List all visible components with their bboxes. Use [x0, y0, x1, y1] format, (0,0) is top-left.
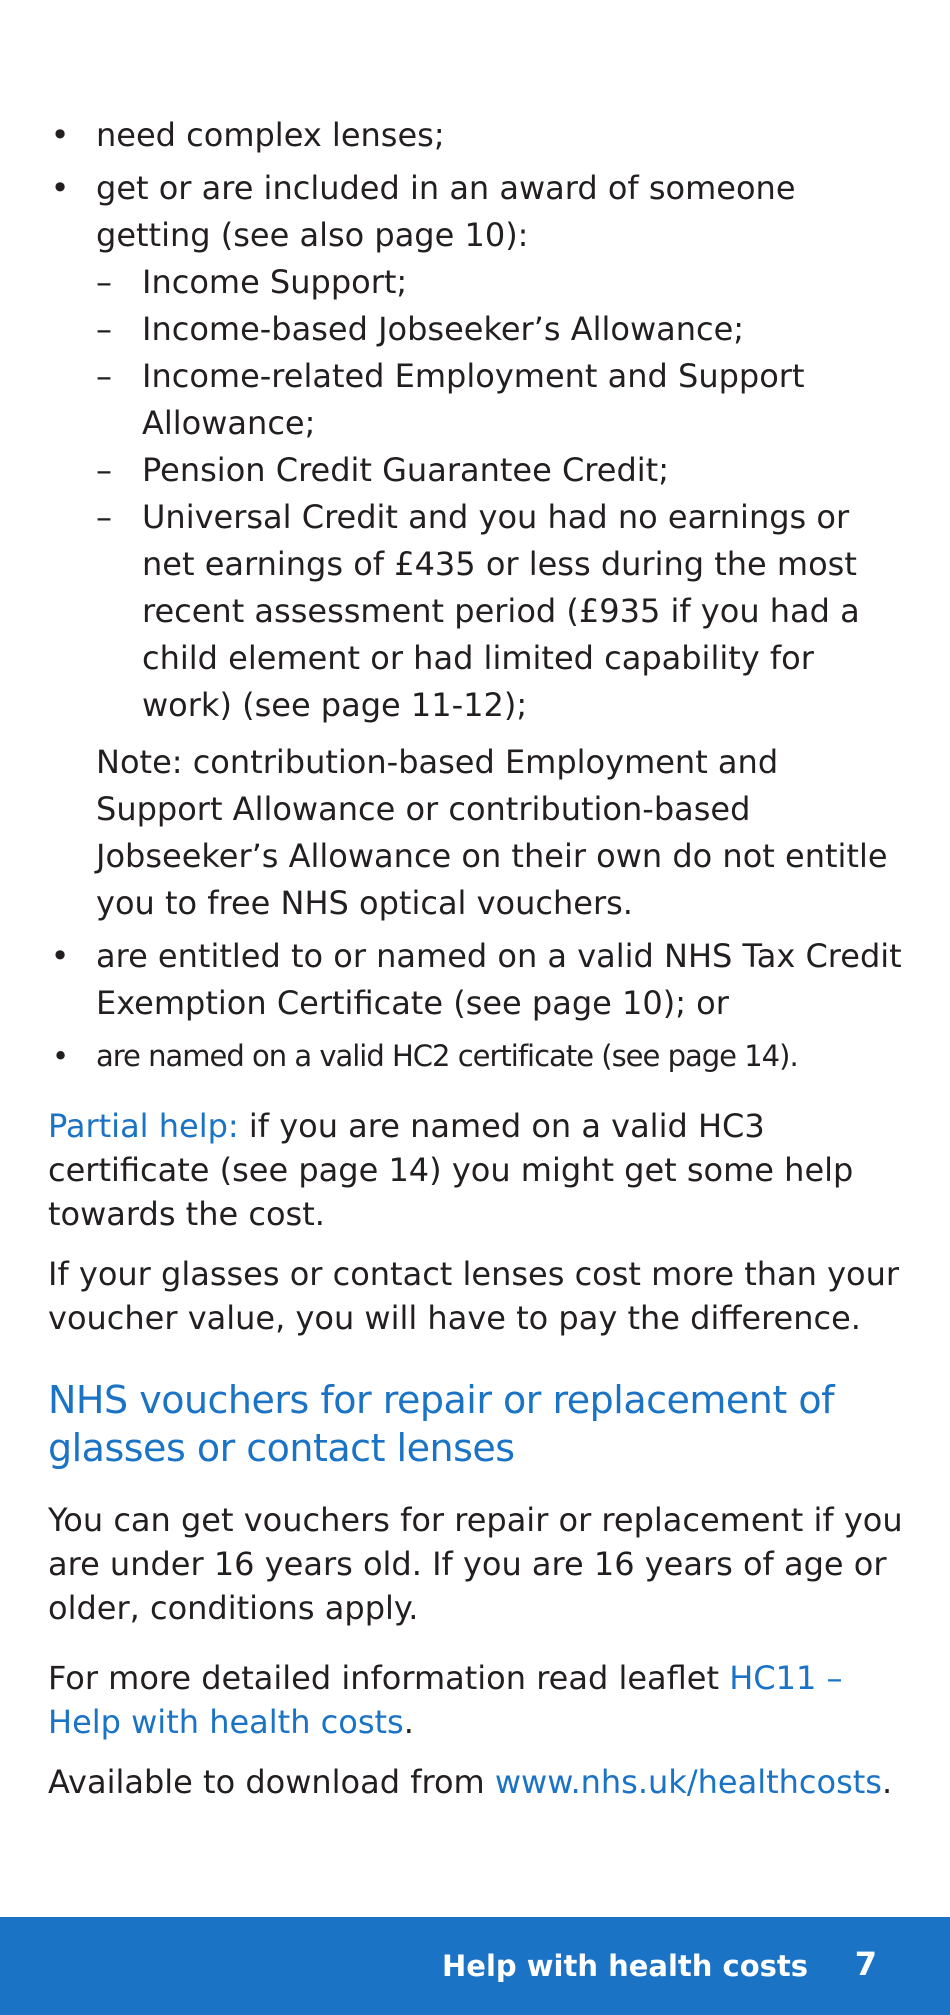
dash-icon: – — [96, 310, 112, 348]
partial-help-label: Partial help: — [48, 1107, 239, 1145]
list-item-text: are named on a valid HC2 certificate (see page 14). — [96, 1039, 798, 1073]
dash-icon: – — [96, 357, 112, 395]
benefit-text: Income-based Jobseeker’s Allowance; — [142, 310, 745, 348]
repair-paragraph: You can get vouchers for repair or replacement if you are under 16 years old. If you are 16 years of age or older, conditions apply. — [48, 1501, 903, 1627]
benefits-list — [96, 259, 908, 729]
benefit-text: Universal Credit and you had no earnings or net earnings of £435 or less during the most recent assessment period (£935 if you had a child element or had limited capability for work) (see page 11-12); — [142, 498, 860, 724]
contribution-note: Note: contribution-based Employment and Support Allowance or contribution-based Jobseeker’s Allowance on their own do not entitle you to free NHS optical vouchers. — [96, 743, 888, 922]
main-content — [48, 112, 908, 1820]
dash-icon: – — [96, 498, 112, 536]
benefit-text: Pension Credit Guarantee Credit; — [142, 451, 669, 489]
list-item — [48, 933, 908, 1027]
more-info-paragraph — [48, 1656, 908, 1744]
list-item — [48, 165, 908, 927]
dash-icon: – — [96, 263, 112, 301]
list-item — [48, 1033, 908, 1080]
benefit-item — [96, 306, 908, 353]
benefit-item — [96, 447, 908, 494]
list-item — [48, 112, 908, 159]
more-info-text: For more detailed information read leaflet — [48, 1659, 730, 1697]
bullet-icon: • — [50, 116, 70, 154]
benefit-item — [96, 353, 908, 447]
bullet-icon: • — [50, 169, 70, 207]
list-item-text: are entitled to or named on a valid NHS Tax Credit Exemption Certificate (see page 10); or — [96, 937, 902, 1022]
footer-title: Help with health costs — [442, 1949, 808, 1983]
benefit-item — [96, 259, 908, 306]
difference-paragraph: If your glasses or contact lenses cost more than your voucher value, you will have to pay the difference. — [48, 1255, 900, 1337]
partial-help-paragraph — [48, 1104, 908, 1236]
partial-help-text: if you are named on a valid HC3 certificate (see page 14) you might get some help towards the cost. — [48, 1107, 854, 1233]
benefit-text: Income Support; — [142, 263, 408, 301]
more-info-end: . — [403, 1703, 414, 1741]
download-text: Available to download from — [48, 1763, 495, 1801]
page-number: 7 — [854, 1945, 877, 1983]
list-item-text: need complex lenses; — [96, 116, 445, 154]
footer-bar — [0, 1917, 950, 2015]
bullet-icon: • — [51, 1039, 69, 1073]
healthcosts-link[interactable]: www.nhs.uk/healthcosts — [494, 1763, 882, 1801]
bullet-icon: • — [50, 937, 70, 975]
section-heading: NHS vouchers for repair or replacement of glasses or contact lenses — [48, 1378, 834, 1470]
eligibility-list — [48, 112, 908, 1080]
download-paragraph — [48, 1760, 908, 1804]
list-item-text: get or are included in an award of someone getting (see also page 10): — [96, 169, 796, 254]
download-end: . — [881, 1763, 893, 1801]
leaflet-link[interactable]: HC11 – Help with health costs — [48, 1659, 843, 1741]
dash-icon: – — [96, 451, 112, 489]
benefit-text: Income-related Employment and Support Allowance; — [142, 357, 805, 442]
benefit-item — [96, 494, 908, 729]
